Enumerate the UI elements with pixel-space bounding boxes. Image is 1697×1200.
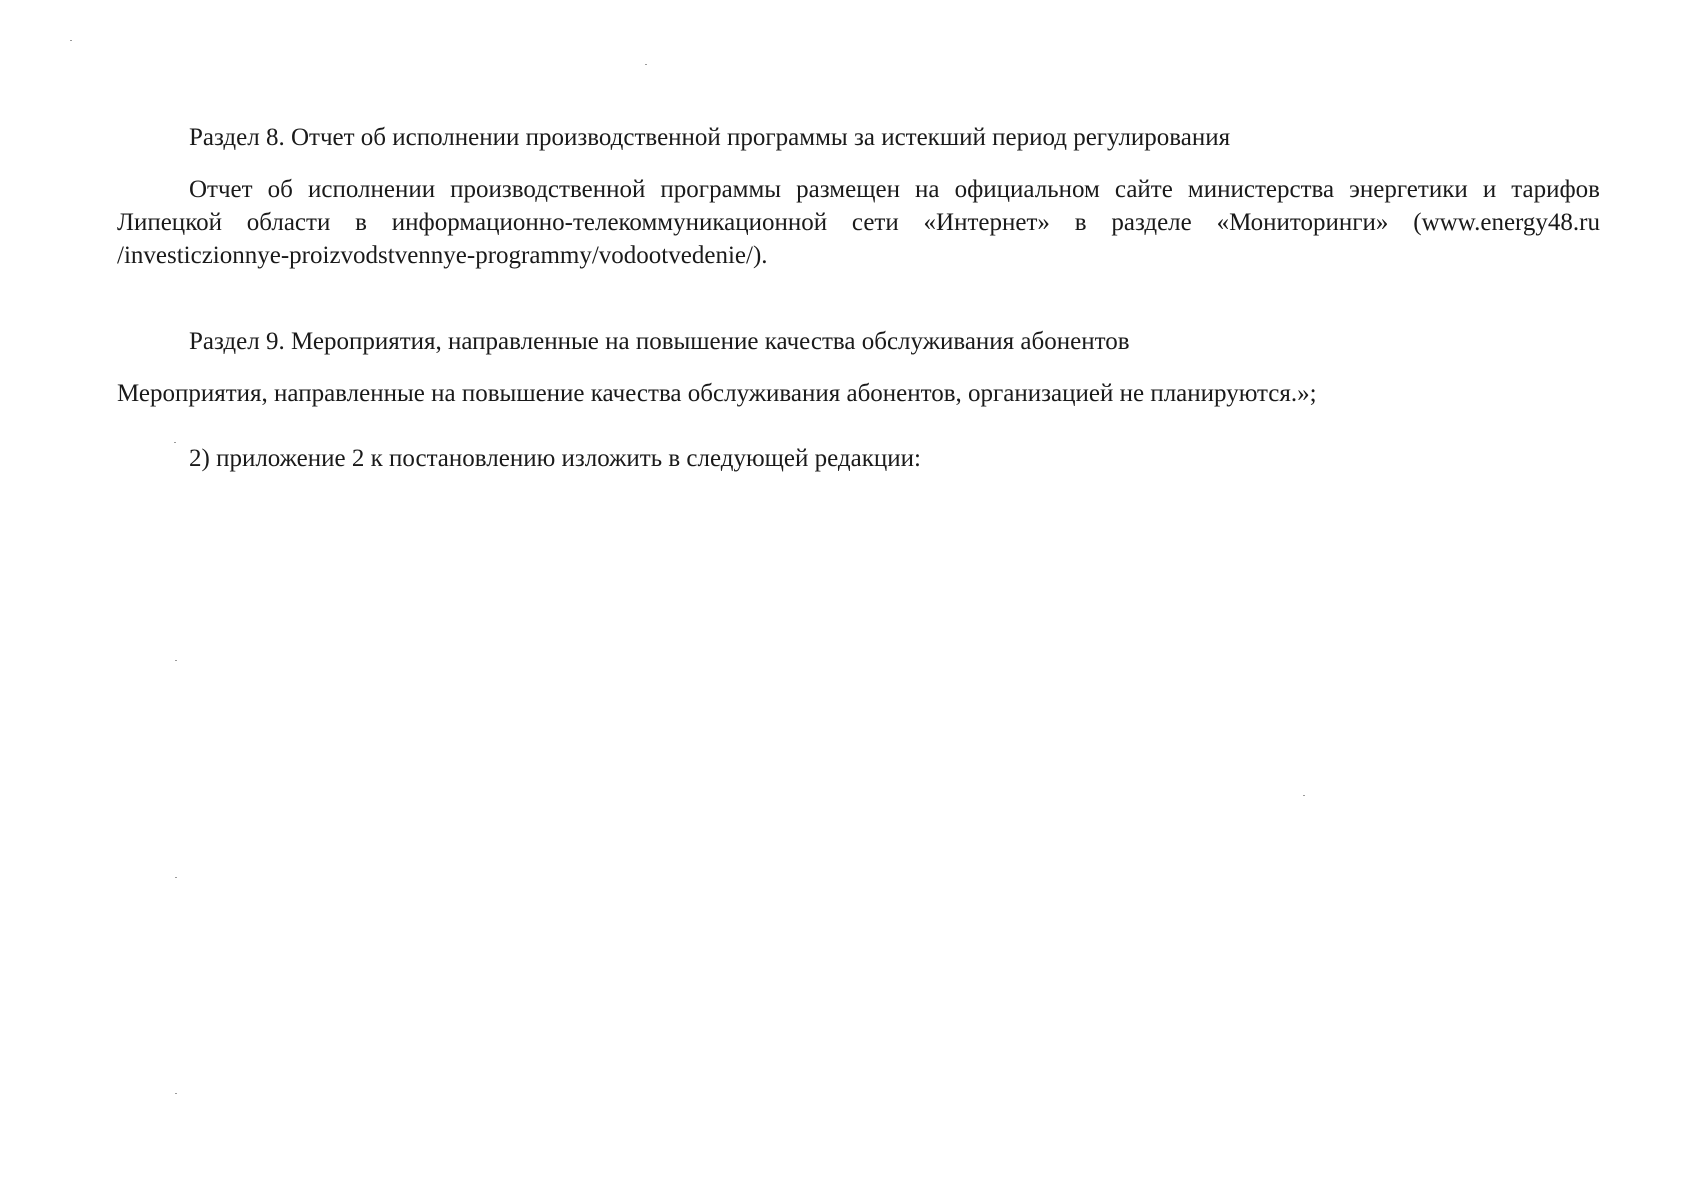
scan-speck [174, 442, 176, 443]
section-8-body: Отчет об исполнении производственной программы размещен на официальном сайте министерства энергетики и тарифов Липецкой области в информационно-телекоммуникационной сети «Интернет» в разделе «Мониторинги» (www.energy48.ru /investiczionnye-proizvodstvennye-programmy/vodootvedenie/). [117, 176, 1600, 269]
section-9-body: Мероприятия, направленные на повышение качества обслуживания абонентов, организацией не планируются.»; [117, 380, 1317, 407]
scan-speck [175, 877, 177, 878]
item-2-text: 2) приложение 2 к постановлению изложить в следующей редакции: [189, 445, 921, 472]
section-9-heading: Раздел 9. Мероприятия, направленные на повышение качества обслуживания абонентов [189, 328, 1130, 355]
scan-speck [1303, 795, 1305, 796]
scan-speck [645, 64, 647, 65]
section-8-heading: Раздел 8. Отчет об исполнении производственной программы за истекший период регулирования [189, 124, 1231, 151]
scan-speck [175, 1093, 177, 1094]
scan-speck [175, 660, 177, 661]
scan-speck [70, 40, 72, 41]
